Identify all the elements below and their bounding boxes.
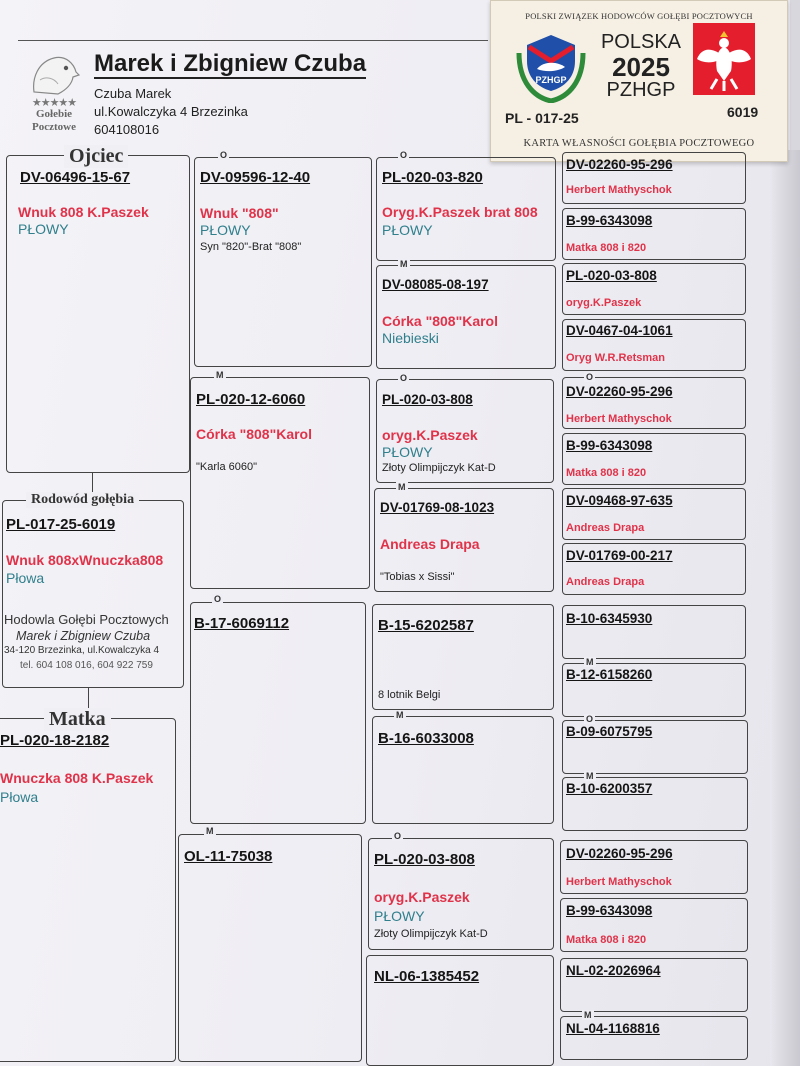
sire-name: Wnuk 808 K.Paszek [18,204,149,220]
sex-label: M [400,259,408,269]
grandparent-ring: B-17-6069112 [194,615,290,632]
breeder-line-1: Hodowla Gołębi Pocztowych [4,612,169,627]
ancestor-ring: DV-02260-95-296 [566,384,673,399]
sex-label: O [400,373,408,383]
owner-phone: 604108016 [94,122,160,137]
ancestor-name: Matka 808 i 820 [566,934,647,946]
ancestor-ring: PL-020-03-808 [566,268,657,283]
sheet-edge [770,150,800,1066]
sire-label: Ojciec [64,145,128,168]
great-grandparent-name: Andreas Drapa [380,536,480,552]
great-grandparent-name: Córka "808"Karol [382,313,498,329]
great-grandparent-name: Oryg.K.Paszek brat 808 [382,204,538,220]
great-grandparent-name: oryg.K.Paszek [374,889,470,905]
card-org: POLSKI ZWIĄZEK HODOWCÓW GOŁĘBI POCZTOWYCH [525,11,753,21]
card-year: 2025 [612,52,670,82]
ancestor-ring: DV-02260-95-296 [566,157,673,172]
pigeon-head-icon [28,52,80,98]
grandparent-box [194,157,372,367]
card-assoc: PZHGP [606,79,676,101]
great-grandparent-color: Niebieski [382,330,439,346]
ancestor-ring: NL-04-1168816 [566,1021,660,1036]
card-ring-number: 6019 [727,104,759,120]
sex-label: M [398,482,406,492]
breeder-line-3: 34-120 Brzezinka, ul.Kowalczyka 4 [4,645,160,656]
sex-label: O [220,150,228,160]
sex-label: O [394,831,402,841]
ancestor-name: Herbert Mathyschok [566,876,672,888]
card-caption: KARTA WŁASNOŚCI GOŁĘBIA POCZTOWEGO [523,138,755,149]
pzhgp-emblem-icon [513,31,589,103]
polish-eagle-icon [693,23,755,95]
dam-color: Płowa [0,789,39,805]
owner-name: Czuba Marek [94,86,172,101]
ancestor-name: Andreas Drapa [566,522,645,534]
sex-label: M [396,710,404,720]
great-grandparent-color: PŁOWY [374,908,425,924]
breeder-line-2: Marek i Zbigniew Czuba [16,629,151,643]
great-grandparent-note: Złoty Olimpijczyk Kat-D [382,462,496,474]
ancestor-name: oryg.K.Paszek [566,297,642,309]
breeder-line-4: tel. 604 108 016, 604 922 759 [20,660,153,671]
subject-ring: PL-017-25-6019 [6,516,116,533]
grandparent-box [190,602,366,824]
great-grandparent-ring: DV-08085-08-197 [382,277,489,292]
grandparent-ring: OL-11-75038 [184,848,273,865]
club-logo [20,50,88,140]
ancestor-ring: B-99-6343098 [566,213,653,228]
card-country: POLSKA [600,31,682,53]
ancestor-name: Oryg W.R.Retsman [566,352,666,364]
sex-label: O [586,372,594,382]
sex-label: O [400,150,408,160]
ancestor-name: Andreas Drapa [566,576,645,588]
ancestor-ring: DV-02260-95-296 [566,846,673,861]
great-grandparent-color: PŁOWY [382,222,433,238]
great-grandparent-ring: PL-020-03-808 [382,392,473,407]
dam-label: Matka [44,708,111,731]
grandparent-box [178,834,362,1062]
svg-text:PZHGP: PZHGP [535,75,567,85]
sex-label: M [586,771,594,781]
logo-text-1: Gołebie [35,108,73,120]
header-rule [18,40,488,41]
grandparent-color: PŁOWY [200,222,251,238]
great-grandparent-ring: PL-020-03-820 [382,169,483,186]
subject-color: Płowa [6,570,45,586]
dam-ring: PL-020-18-2182 [0,732,110,749]
great-grandparent-ring: B-16-6033008 [378,730,474,747]
sex-label: O [214,594,222,604]
ancestor-ring: DV-09468-97-635 [566,493,673,508]
great-grandparent-color: PŁOWY [382,444,433,460]
sire-box [6,155,190,473]
grandparent-box [190,377,370,589]
ownership-card [490,0,788,162]
dam-name: Wnuczka 808 K.Paszek [0,770,154,786]
logo-text-2: Pocztowe [32,121,76,133]
ancestor-ring: B-10-6345930 [566,611,653,626]
sex-label: M [584,1010,592,1020]
ancestor-name: Matka 808 i 820 [566,467,647,479]
grandparent-name: Córka "808"Karol [196,426,312,442]
stars-row: ★★★★★ [31,97,77,109]
ancestor-name: Matka 808 i 820 [566,242,647,254]
page-title: Marek i Zbigniew Czuba [94,50,367,77]
ancestor-ring: B-12-6158260 [566,667,653,682]
great-grandparent-note: Złoty Olimpijczyk Kat-D [374,928,488,940]
ancestor-ring: DV-0467-04-1061 [566,323,673,338]
sire-color: PŁOWY [18,221,69,237]
ancestor-ring: B-99-6343098 [566,438,653,453]
ancestor-ring: B-09-6075795 [566,724,653,739]
ancestor-name: Herbert Mathyschok [566,413,672,425]
great-grandparent-note: 8 lotnik Belgi [378,689,441,701]
ancestor-ring: B-99-6343098 [566,903,653,918]
great-grandparent-ring: PL-020-03-808 [374,851,475,868]
ancestor-ring: B-10-6200357 [566,781,653,796]
grandparent-ring: DV-09596-12-40 [200,169,311,186]
grandparent-note: "Karla 6060" [196,461,258,473]
great-grandparent-ring: DV-01769-08-1023 [380,500,495,515]
sex-label: M [216,370,224,380]
grandparent-ring: PL-020-12-6060 [196,391,306,408]
great-grandparent-ring: NL-06-1385452 [374,968,480,985]
ancestor-name: Herbert Mathyschok [566,184,672,196]
great-grandparent-note: "Tobias x Sissi" [380,571,455,583]
sex-label: O [586,714,594,724]
great-grandparent-name: oryg.K.Paszek [382,427,478,443]
ancestor-ring: NL-02-2026964 [566,963,661,978]
sex-label: M [586,657,594,667]
great-grandparent-ring: B-15-6202587 [378,617,474,634]
sire-ring: DV-06496-15-67 [20,169,131,186]
sex-label: M [206,826,214,836]
pedigree-label: Rodowód gołębia [26,492,139,508]
ancestor-ring: DV-01769-00-217 [566,548,673,563]
owner-address: ul.Kowalczyka 4 Brzezinka [94,104,248,119]
subject-name: Wnuk 808xWnuczka808 [6,552,164,568]
card-ring: PL - 017-25 [505,110,579,126]
grandparent-note: Syn "820"-Brat "808" [200,241,302,253]
grandparent-name: Wnuk "808" [200,205,279,221]
